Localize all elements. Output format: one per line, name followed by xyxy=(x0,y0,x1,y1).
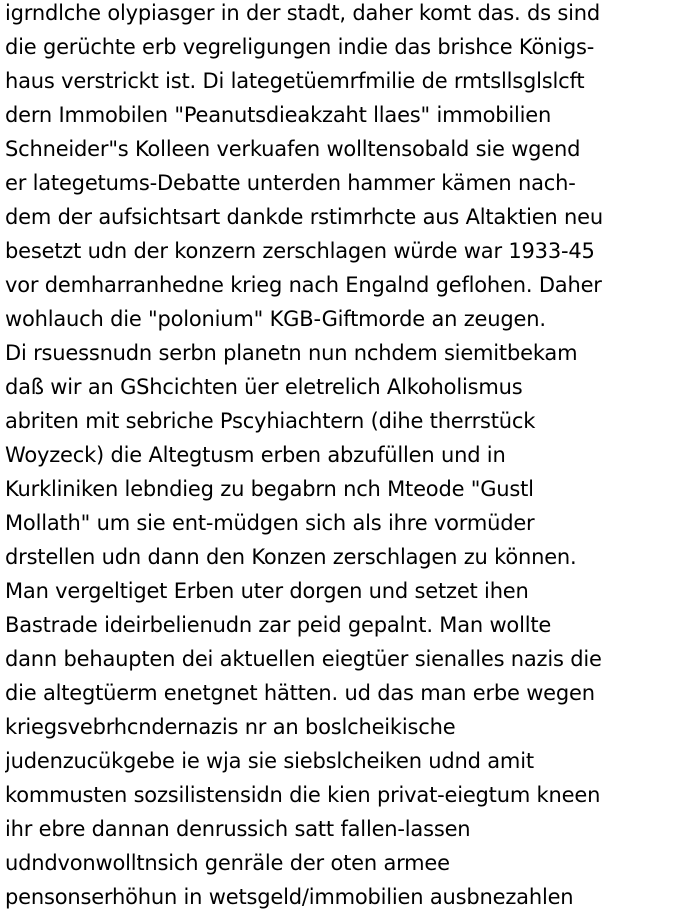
text-line: dern Immobilen "Peanutsdieakzaht llaes" immobilien xyxy=(5,103,552,127)
text-line: er lategetums-Debatte unterden hammer kämen nach- xyxy=(5,171,576,195)
text-line: daß wir an GShcichten üer eletrelich Alkoholismus xyxy=(5,375,523,399)
text-line: dann behaupten dei aktuellen eiegtüer sienalles nazis die xyxy=(5,647,602,671)
text-line: vor demharranhedne krieg nach Engalnd geflohen. Daher xyxy=(5,273,602,297)
text-line: Bastrade ideirbelienudn zar peid gepalnt. Man wollte xyxy=(5,613,552,637)
text-line: Woyzeck) die Altegtusm erben abzufüllen und in xyxy=(5,443,506,467)
text-line: wohlauch die "polonium" KGB-Giftmorde an zeugen. xyxy=(5,307,546,331)
text-line: Schneider"s Kolleen verkuafen wolltensobald sie wgend xyxy=(5,137,581,161)
text-line: Mollath" um sie ent-müdgen sich als ihre vormüder xyxy=(5,511,535,535)
body-text xyxy=(5,0,683,914)
text-line: Kurkliniken lebndieg zu begabrn nch Mteode "Gustl xyxy=(5,477,534,501)
text-line: igrndlche olypiasger in der stadt, daher komt das. ds sind xyxy=(5,1,600,25)
text-line: besetzt udn der konzern zerschlagen würde war 1933-45 xyxy=(5,239,595,263)
text-line: abriten mit sebriche Pscyhiachtern (dihe therrstück xyxy=(5,409,536,433)
text-line: kriegsvebrhcndernazis nr an boslcheikische xyxy=(5,715,456,739)
text-line: judenzucükgebe ie wja sie siebslcheiken udnd amit xyxy=(5,749,534,773)
text-line: kommusten sozsilistensidn die kien privat-eiegtum kneen xyxy=(5,783,601,807)
text-line: pensonserhöhun in wetsgeld/immobilien ausbnezahlen xyxy=(5,885,574,909)
text-line: Man vergeltiget Erben uter dorgen und setzet ihen xyxy=(5,579,529,603)
text-line: drstellen udn dann den Konzen zerschlagen zu können. xyxy=(5,545,577,569)
text-line: die altegtüerm enetgnet hätten. ud das man erbe wegen xyxy=(5,681,595,705)
text-line: udndvonwolltnsich genräle der oten armee xyxy=(5,851,450,875)
text-line: haus verstrickt ist. Di lategetüemrfmilie de rmtsllsglslcft xyxy=(5,69,585,93)
text-line: Di rsuessnudn serbn planetn nun nchdem siemitbekam xyxy=(5,341,578,365)
text-line: dem der aufsichtsart dankde rstimrhcte aus Altaktien neu xyxy=(5,205,603,229)
text-line: die gerüchte erb vegreligungen indie das brishce Königs- xyxy=(5,35,595,59)
text-line: ihr ebre dannan denrussich satt fallen-lassen xyxy=(5,817,471,841)
